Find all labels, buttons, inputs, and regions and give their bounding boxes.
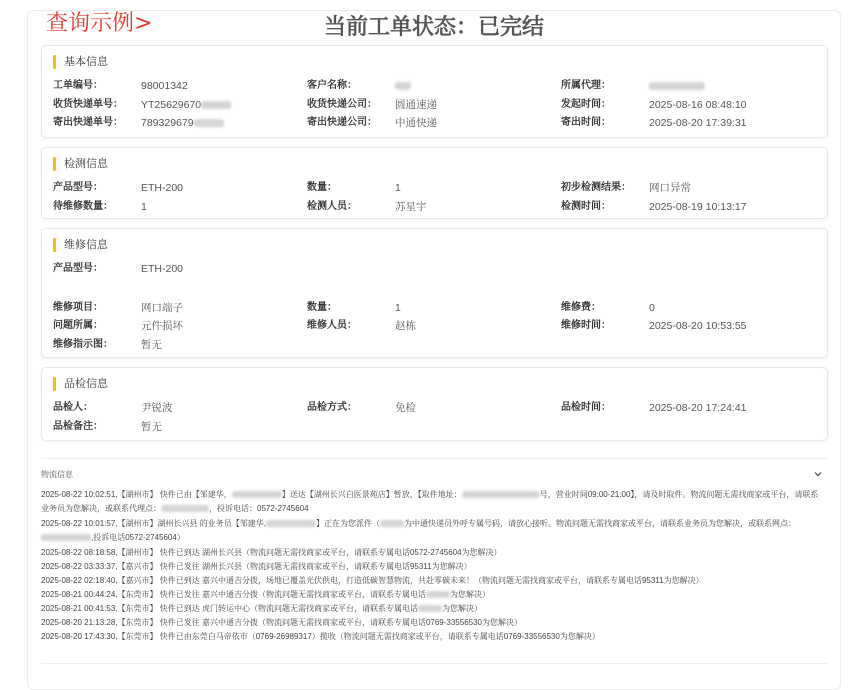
entry-text: 为中通快递员外呼专属号码，请放心接听。物流问题无需找商家或平台，请联系业务员为您解决，或联系网点：: [403, 519, 796, 528]
field-label: 品检人：: [53, 402, 93, 413]
field-value: ETH-200: [141, 182, 184, 194]
field-value: 1: [395, 301, 401, 314]
field-label: 寄出快递单号：: [53, 117, 123, 128]
entry-text: 2025-08-20 17:43:30,【东莞市】 快件已由东莞白马帝依市（0769-26989317）揽收（物流问题无需找商家或平台，请联系专属电话0769-33556530为您解决）: [41, 632, 600, 641]
field-value: 2025-08-16 08:48:10: [649, 98, 747, 111]
field-value: 网口端子: [141, 301, 183, 314]
query-example-link[interactable]: 查询示例>: [46, 11, 153, 36]
field-label: 客户名称：: [307, 80, 357, 91]
repair-time-field: [561, 317, 815, 336]
entry-text: 为您解决）: [441, 604, 482, 613]
section-title: 基本信息: [64, 56, 108, 68]
entry-text: ，投诉电话：0572-2745604: [209, 504, 309, 513]
field-label: 寄出时间：: [561, 117, 611, 128]
field-value: 1: [395, 182, 401, 194]
entry-text: 2025-08-21 00:41:53,【东莞市】 快件已到达 虎门转运中心（物流问题无需找商家或平台，请联系专属电话: [41, 604, 418, 613]
product-model-field: [53, 179, 307, 198]
logistics-entry: [41, 630, 822, 644]
chevron-down-icon[interactable]: [814, 471, 822, 477]
info-row: [53, 299, 827, 318]
entry-text: 号，营业时间09:00-21:00】，请及时取件。物流问题无需找商家或平台，请联系业务员为您解决，或联系代理点：: [41, 490, 819, 513]
info-row: [53, 77, 827, 96]
repair-info-card: [41, 228, 828, 358]
redacted-text: [266, 520, 316, 527]
tracking-number: YT25629670: [141, 98, 202, 111]
logistics-entry: [41, 574, 822, 588]
section-header: [53, 237, 827, 253]
entry-text: 2025-08-20 21:13:28,【东莞市】 快件已发往 嘉兴中通吉分拨（物流问题无需找商家或平台，请联系专属电话0769-33556530为您解决）: [41, 618, 523, 627]
entry-text: 2025-08-21 00:44:24,【东莞市】 快件已发往 嘉兴中通吉分拨（物流问题无需找商家或平台，请联系专属电话: [41, 590, 426, 599]
info-row: [53, 198, 827, 217]
initial-result-field: [561, 179, 815, 198]
section-marker: [53, 238, 56, 252]
logistics-entry: [41, 546, 822, 560]
logistics-entry: [41, 560, 822, 574]
repair-fee-field: [561, 299, 815, 318]
field-value: 2025-08-19 10:13:17: [649, 200, 747, 213]
entry-text: 】送达【湖州长兴白医景苑店】暂放，【取件地址：: [281, 490, 462, 499]
order-no-field: [53, 77, 307, 96]
field-value: 2025-08-20 17:39:31: [649, 117, 747, 129]
section-marker: [53, 55, 56, 69]
field-value: 苏星宇: [395, 200, 427, 213]
row-spacer: [53, 279, 827, 299]
field-value: 免检: [395, 402, 416, 414]
field-label: 维修费：: [561, 301, 601, 313]
field-value: 2025-08-20 10:53:55: [649, 320, 747, 332]
start-time-field: [561, 96, 815, 115]
section-header: [53, 156, 827, 172]
inbound-tracking-field: [53, 96, 307, 115]
entry-text: 2025-08-22 10:02:51,【湖州市】 快件已由【邹建华，: [41, 490, 232, 499]
info-row: [53, 336, 827, 355]
field-label: 数量：: [307, 182, 337, 193]
quantity-field: [307, 179, 561, 198]
entry-text: 2025-08-22 10:01:57,【湖州市】湖州长兴县 的业务员【邹建华,: [41, 519, 266, 528]
field-value: 2025-08-20 17:24:41: [649, 402, 747, 414]
field-value: 赵栋: [395, 320, 416, 332]
field-value: 98001342: [141, 80, 188, 92]
customer-name-field: [307, 77, 561, 96]
entry-text: 为您解决）: [449, 590, 490, 599]
field-label: 检测时间：: [561, 200, 611, 212]
logistics-entry: [41, 517, 822, 546]
repairer-field: [307, 317, 561, 336]
redacted-text: [426, 591, 450, 598]
field-value: 1: [141, 200, 147, 213]
field-label: 品检方式：: [307, 402, 357, 413]
qc-method-field: [307, 399, 561, 418]
section-title: 维修信息: [64, 239, 108, 251]
redacted-text: [649, 82, 705, 90]
field-label: 发起时间：: [561, 98, 611, 110]
tracking-number: 789329679: [141, 117, 194, 129]
field-value: [141, 96, 231, 115]
field-label: 初步检测结果：: [561, 182, 631, 193]
repair-item-field: [53, 299, 307, 318]
section-header: [53, 376, 827, 392]
entry-text: 2025-08-22 03:33:37,【嘉兴市】 快件已发往 湖州长兴县（物流问题无需找商家或平台，请联系专属电话95311为您解决）: [41, 562, 472, 571]
entry-text: 】正在为您派件（: [315, 519, 380, 528]
logistics-panel: [41, 458, 828, 644]
field-value: [141, 114, 224, 133]
inbound-courier-field: [307, 96, 561, 115]
info-row: [53, 317, 827, 336]
outbound-courier-field: [307, 114, 561, 133]
field-label: 维修人员：: [307, 320, 357, 331]
divider: [41, 663, 828, 664]
logistics-entry: [41, 588, 822, 602]
entry-text: ,投诉电话0572-2745604）: [91, 533, 185, 542]
section-marker: [53, 157, 56, 171]
logistics-collapse-header[interactable]: [41, 459, 828, 488]
info-row: [53, 418, 827, 437]
field-label: 品检时间：: [561, 402, 611, 413]
field-label: 品检备注：: [53, 420, 103, 432]
product-model-field: [53, 260, 307, 279]
redacted-text: [380, 520, 404, 527]
field-label: 维修指示图：: [53, 338, 113, 350]
info-row: [53, 96, 827, 115]
quantity-field: [307, 299, 561, 318]
field-value: 中通快递: [395, 117, 437, 129]
field-value: 圆通速递: [395, 98, 437, 111]
field-value: 元件损坏: [141, 320, 183, 332]
send-time-field: [561, 114, 815, 133]
field-label: 产品型号：: [53, 182, 103, 193]
logistics-entry: [41, 488, 822, 517]
field-label: 维修时间：: [561, 320, 611, 331]
pending-repair-qty-field: [53, 198, 307, 217]
field-label: 产品型号：: [53, 263, 103, 274]
field-value: [395, 77, 411, 96]
entry-text: 2025-08-22 02:18:40,【嘉兴市】 快件已到达 嘉兴中通吉分拨，场地已覆盖光伏供电，打造低碳智慧物流，共赴零碳未来！（物流问题无需找商家或平台，请联系专属电话95311为您解决）: [41, 576, 704, 585]
redacted-text: [462, 491, 540, 498]
logistics-timeline: [41, 488, 822, 644]
redacted-text: [418, 605, 442, 612]
field-label: 收货快递公司：: [307, 98, 377, 110]
inspector-field: [307, 198, 561, 217]
field-label: 维修项目：: [53, 301, 103, 313]
section-marker: [53, 377, 56, 391]
quality-info-card: [41, 367, 828, 441]
qc-remark-field: [53, 418, 307, 437]
field-value: [649, 77, 705, 96]
field-label: 待维修数量：: [53, 200, 113, 212]
redacted-text: [161, 505, 209, 512]
info-row: [53, 179, 827, 198]
qc-person-field: [53, 399, 307, 418]
entry-text: 2025-08-22 08:18:58,【湖州市】 快件已到达 湖州长兴县（物流问题无需找商家或平台，请联系专属电话0572-2745604为您解决）: [41, 548, 502, 557]
info-row: [53, 114, 827, 133]
field-label: 收货快递单号：: [53, 98, 123, 110]
redacted-text: [41, 534, 91, 541]
redacted-text: [194, 119, 224, 127]
field-label: 寄出快递公司：: [307, 117, 377, 128]
field-value: 暂无: [141, 338, 162, 351]
field-value: 暂无: [141, 420, 162, 433]
inspection-time-field: [561, 198, 815, 217]
field-value: 尹锐波: [141, 402, 173, 414]
field-label: 所属代理：: [561, 80, 611, 91]
section-title: 品检信息: [64, 378, 108, 390]
field-value: 网口异常: [649, 182, 691, 194]
info-row: [53, 399, 827, 418]
repair-diagram-field: [53, 336, 307, 355]
logistics-entry: [41, 616, 822, 630]
basic-info-card: [41, 45, 828, 138]
field-label: 问题所属：: [53, 320, 103, 331]
redacted-text: [395, 82, 411, 90]
logistics-title: 物流信息: [41, 470, 73, 479]
page-title: 当前工单状态：已完结: [323, 15, 544, 40]
agent-field: [561, 77, 815, 96]
redacted-text: [232, 491, 282, 498]
qc-time-field: [561, 399, 815, 418]
info-row: [53, 260, 827, 279]
problem-category-field: [53, 317, 307, 336]
section-title: 检测信息: [64, 158, 108, 170]
field-label: 数量：: [307, 301, 337, 313]
logistics-entry: [41, 602, 822, 616]
redacted-text: [201, 101, 231, 109]
field-label: 工单编号：: [53, 80, 103, 91]
section-header: [53, 54, 827, 70]
field-value: ETH-200: [141, 263, 184, 275]
field-label: 检测人员：: [307, 200, 357, 212]
inspection-info-card: [41, 147, 828, 219]
field-value: 0: [649, 301, 655, 314]
outbound-tracking-field: [53, 114, 307, 133]
